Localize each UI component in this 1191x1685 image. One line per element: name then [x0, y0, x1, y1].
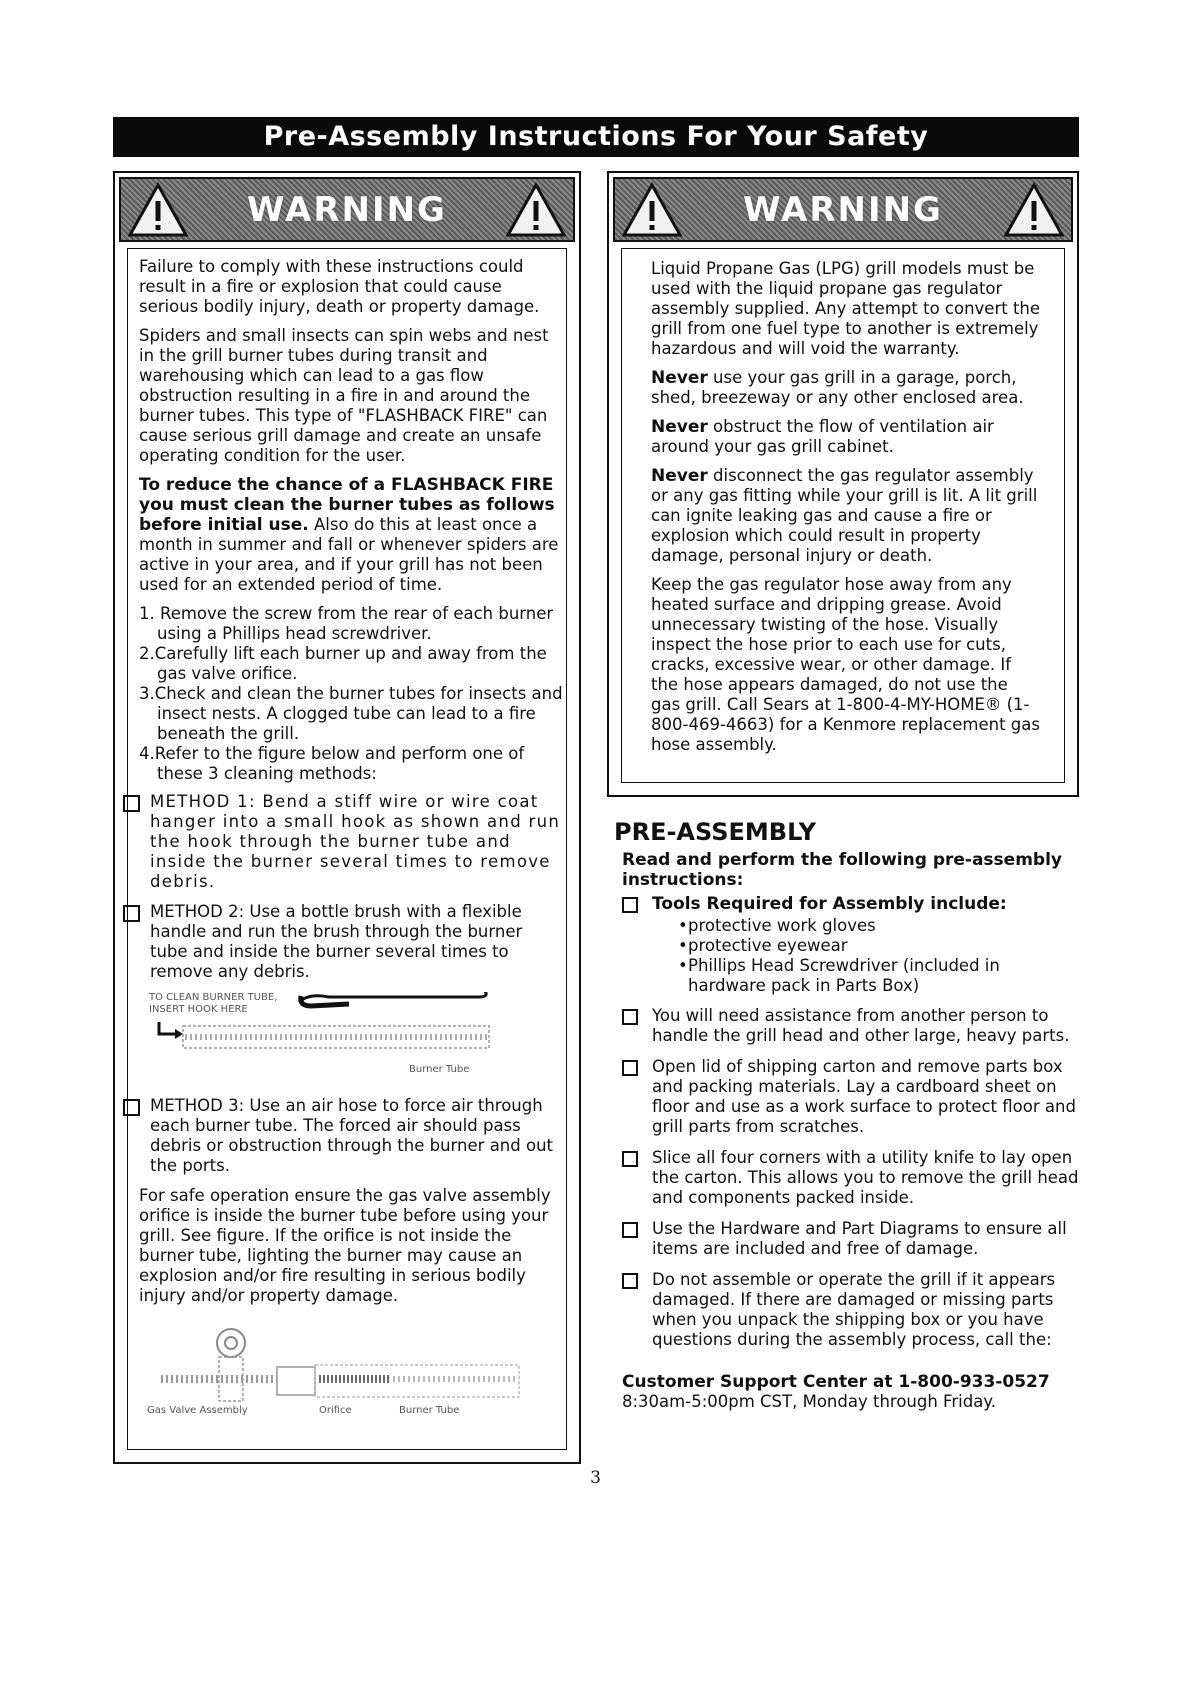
left-warning-panel [113, 171, 581, 1464]
tools-list [614, 916, 1079, 996]
right-warning-panel [607, 171, 1079, 797]
checklist-item [614, 1006, 1079, 1046]
checkbox-icon [622, 1222, 638, 1238]
warning-label: WARNING [247, 189, 447, 230]
warning-content [139, 257, 563, 1430]
safe-operation-paragraph: For safe operation ensure the gas valve assembly orifice is inside the burner tube before using your grill. See figure. If the orifice is not inside the burner tube, lighting the burner may cause an explosion and/or fire resulting in serious bodily injury and/or property damage. [139, 1186, 551, 1305]
gas-valve-illustration [139, 1315, 559, 1415]
gas-valve-figure [139, 1315, 563, 1430]
warning-triangle-icon [1003, 182, 1065, 238]
checklist-text: Use the Hardware and Part Diagrams to ensure all items are included and free of damage. [652, 1219, 1067, 1258]
support-phone: Customer Support Center at 1-800-933-0527 [622, 1372, 1050, 1392]
checkbox-icon [622, 1151, 638, 1167]
step-item: 4.Refer to the figure below and perform one of these 3 cleaning methods: [139, 744, 525, 783]
figure-caption: INSERT HOOK HERE [149, 1004, 248, 1015]
method-3 [123, 1096, 563, 1176]
method-2-text: METHOD 2: Use a bottle brush with a flexible handle and run the brush through the burner tube and inside the burner several times to remove any debris. [150, 902, 523, 981]
checkbox-icon [123, 1099, 140, 1116]
method-2 [123, 902, 563, 982]
warning-triangle-icon [505, 182, 567, 238]
checklist-item [614, 1270, 1079, 1350]
customer-support [622, 1372, 1079, 1412]
page-number: 3 [590, 1468, 601, 1488]
never-label: Never [651, 466, 708, 486]
figure-label: Burner Tube [399, 1405, 460, 1416]
support-hours: 8:30am-5:00pm CST, Monday through Friday. [622, 1392, 996, 1411]
warning-banner [119, 177, 575, 242]
cleaning-steps-list [139, 604, 563, 784]
flashback-bold-text: To reduce the chance of a FLASHBACK FIRE you must clean the burner tubes as follows before initial use. [139, 475, 555, 535]
warning-content [651, 259, 1041, 764]
figure-label: Orifice [319, 1405, 352, 1416]
checklist-item [614, 1057, 1079, 1137]
pre-assembly-intro: Read and perform the following pre-assembly instructions: [622, 850, 1062, 890]
tools-checklist-item [614, 894, 1079, 914]
burner-hook-figure [139, 992, 563, 1084]
step-item: 1. Remove the screw from the rear of each burner using a Phillips head screwdriver. [139, 604, 554, 643]
hose-paragraph: Keep the gas regulator hose away from any heated surface and dripping grease. Avoid unnecessary twisting of the hose. Visually inspect the hose prior to each use for cuts, cracks, excessive wear, or other damage. If the hose appears damaged, do not use the gas grill. Call Sears at 1-800-4-MY-HOME® (1-800-469-4663) for a Kenmore replacement gas hose assembly. [651, 575, 1040, 754]
tool-item: • protective work gloves [678, 916, 876, 935]
never-text: disconnect the gas regulator assembly or any gas fitting while your grill is lit. A lit grill can ignite leaking gas and cause a fire or explosion which could result in property damage, personal injury or death. [651, 466, 1038, 565]
intro-paragraph: Failure to comply with these instructions could result in a fire or explosion that could cause serious bodily injury, death or property damage. [139, 257, 540, 316]
never-label: Never [651, 417, 708, 437]
step-item: 2.Carefully lift each burner up and away from the gas valve orifice. [139, 644, 547, 683]
never-disconnect-paragraph [651, 466, 1041, 566]
never-text: use your gas grill in a garage, porch, shed, breezeway or any other enclosed area. [651, 368, 1024, 407]
never-enclosed-paragraph [651, 368, 1041, 408]
warning-triangle-icon [127, 182, 189, 238]
checkbox-icon [123, 905, 140, 922]
checkbox-icon [123, 795, 140, 812]
checklist-text: Slice all four corners with a utility knife to lay open the carton. This allows you to remove the grill head and components packed inside. [652, 1148, 1079, 1207]
never-obstruct-paragraph [651, 417, 1041, 457]
checkbox-icon [622, 1060, 638, 1076]
never-label: Never [651, 368, 708, 388]
method-3-text: METHOD 3: Use an air hose to force air through each burner tube. The forced air should pass debris or obstruction through the burner and out the ports. [150, 1096, 554, 1175]
checklist-item [614, 1219, 1079, 1259]
figure-caption: Burner Tube [409, 1064, 470, 1075]
checkbox-icon [622, 897, 638, 913]
method-1-text: METHOD 1: Bend a stiff wire or wire coat hanger into a small hook as shown and run the hook through the burner tube and inside the burner several times to remove debris. [150, 792, 561, 891]
tool-item: • Phillips Head Screwdriver (included in hardware pack in Parts Box) [678, 956, 1000, 995]
warning-banner [613, 177, 1073, 242]
warning-label: WARNING [743, 189, 943, 230]
checklist-text: You will need assistance from another person to handle the grill head and other large, heavy parts. [652, 1006, 1070, 1045]
pre-assembly-title: PRE-ASSEMBLY [614, 818, 816, 846]
checkbox-icon [622, 1273, 638, 1289]
tools-heading: Tools Required for Assembly include: [652, 894, 1007, 914]
never-text: obstruct the flow of ventilation air around your gas grill cabinet. [651, 417, 994, 456]
pre-assembly-section [614, 818, 1079, 1412]
tool-item: • protective eyewear [678, 936, 848, 955]
lpg-paragraph: Liquid Propane Gas (LPG) grill models must be used with the liquid propane gas regulator assembly supplied. Any attempt to convert the grill from one fuel type to another is extremely hazardous and will void the warranty. [651, 259, 1041, 358]
spiders-paragraph: Spiders and small insects can spin webs and nest in the grill burner tubes during transit and warehousing which can lead to a gas flow obstruction resulting in a fire in and around the burner tubes. This type of "FLASHBACK FIRE" can cause serious grill damage and create an unsafe operating condition for the user. [139, 326, 549, 465]
figure-label: Gas Valve Assembly [147, 1405, 248, 1416]
method-1 [123, 792, 563, 892]
checklist-item [614, 1148, 1079, 1208]
checklist-text: Open lid of shipping carton and remove parts box and packing materials. Lay a cardboard sheet on floor and use as a work surface to protect floor and grill parts from scratches. [652, 1057, 1076, 1136]
burner-hook-illustration [139, 992, 539, 1084]
checklist-text: Do not assemble or operate the grill if it appears damaged. If there are damaged or missing parts when you unpack the shipping box or you have questions during the assembly process, call the: [652, 1270, 1056, 1349]
page-title: Pre-Assembly Instructions For Your Safety [113, 117, 1079, 157]
figure-caption: TO CLEAN BURNER TUBE, [149, 992, 278, 1003]
flashback-text: Also do this at least once a month in summer and fall or whenever spiders are active in your area, and if your grill has not been used for an extended period of time. [139, 515, 559, 594]
flashback-paragraph [139, 475, 563, 595]
warning-triangle-icon [621, 182, 683, 238]
step-item: 3.Check and clean the burner tubes for insects and insect nests. A clogged tube can lead to a fire beneath the grill. [139, 684, 563, 743]
checkbox-icon [622, 1009, 638, 1025]
